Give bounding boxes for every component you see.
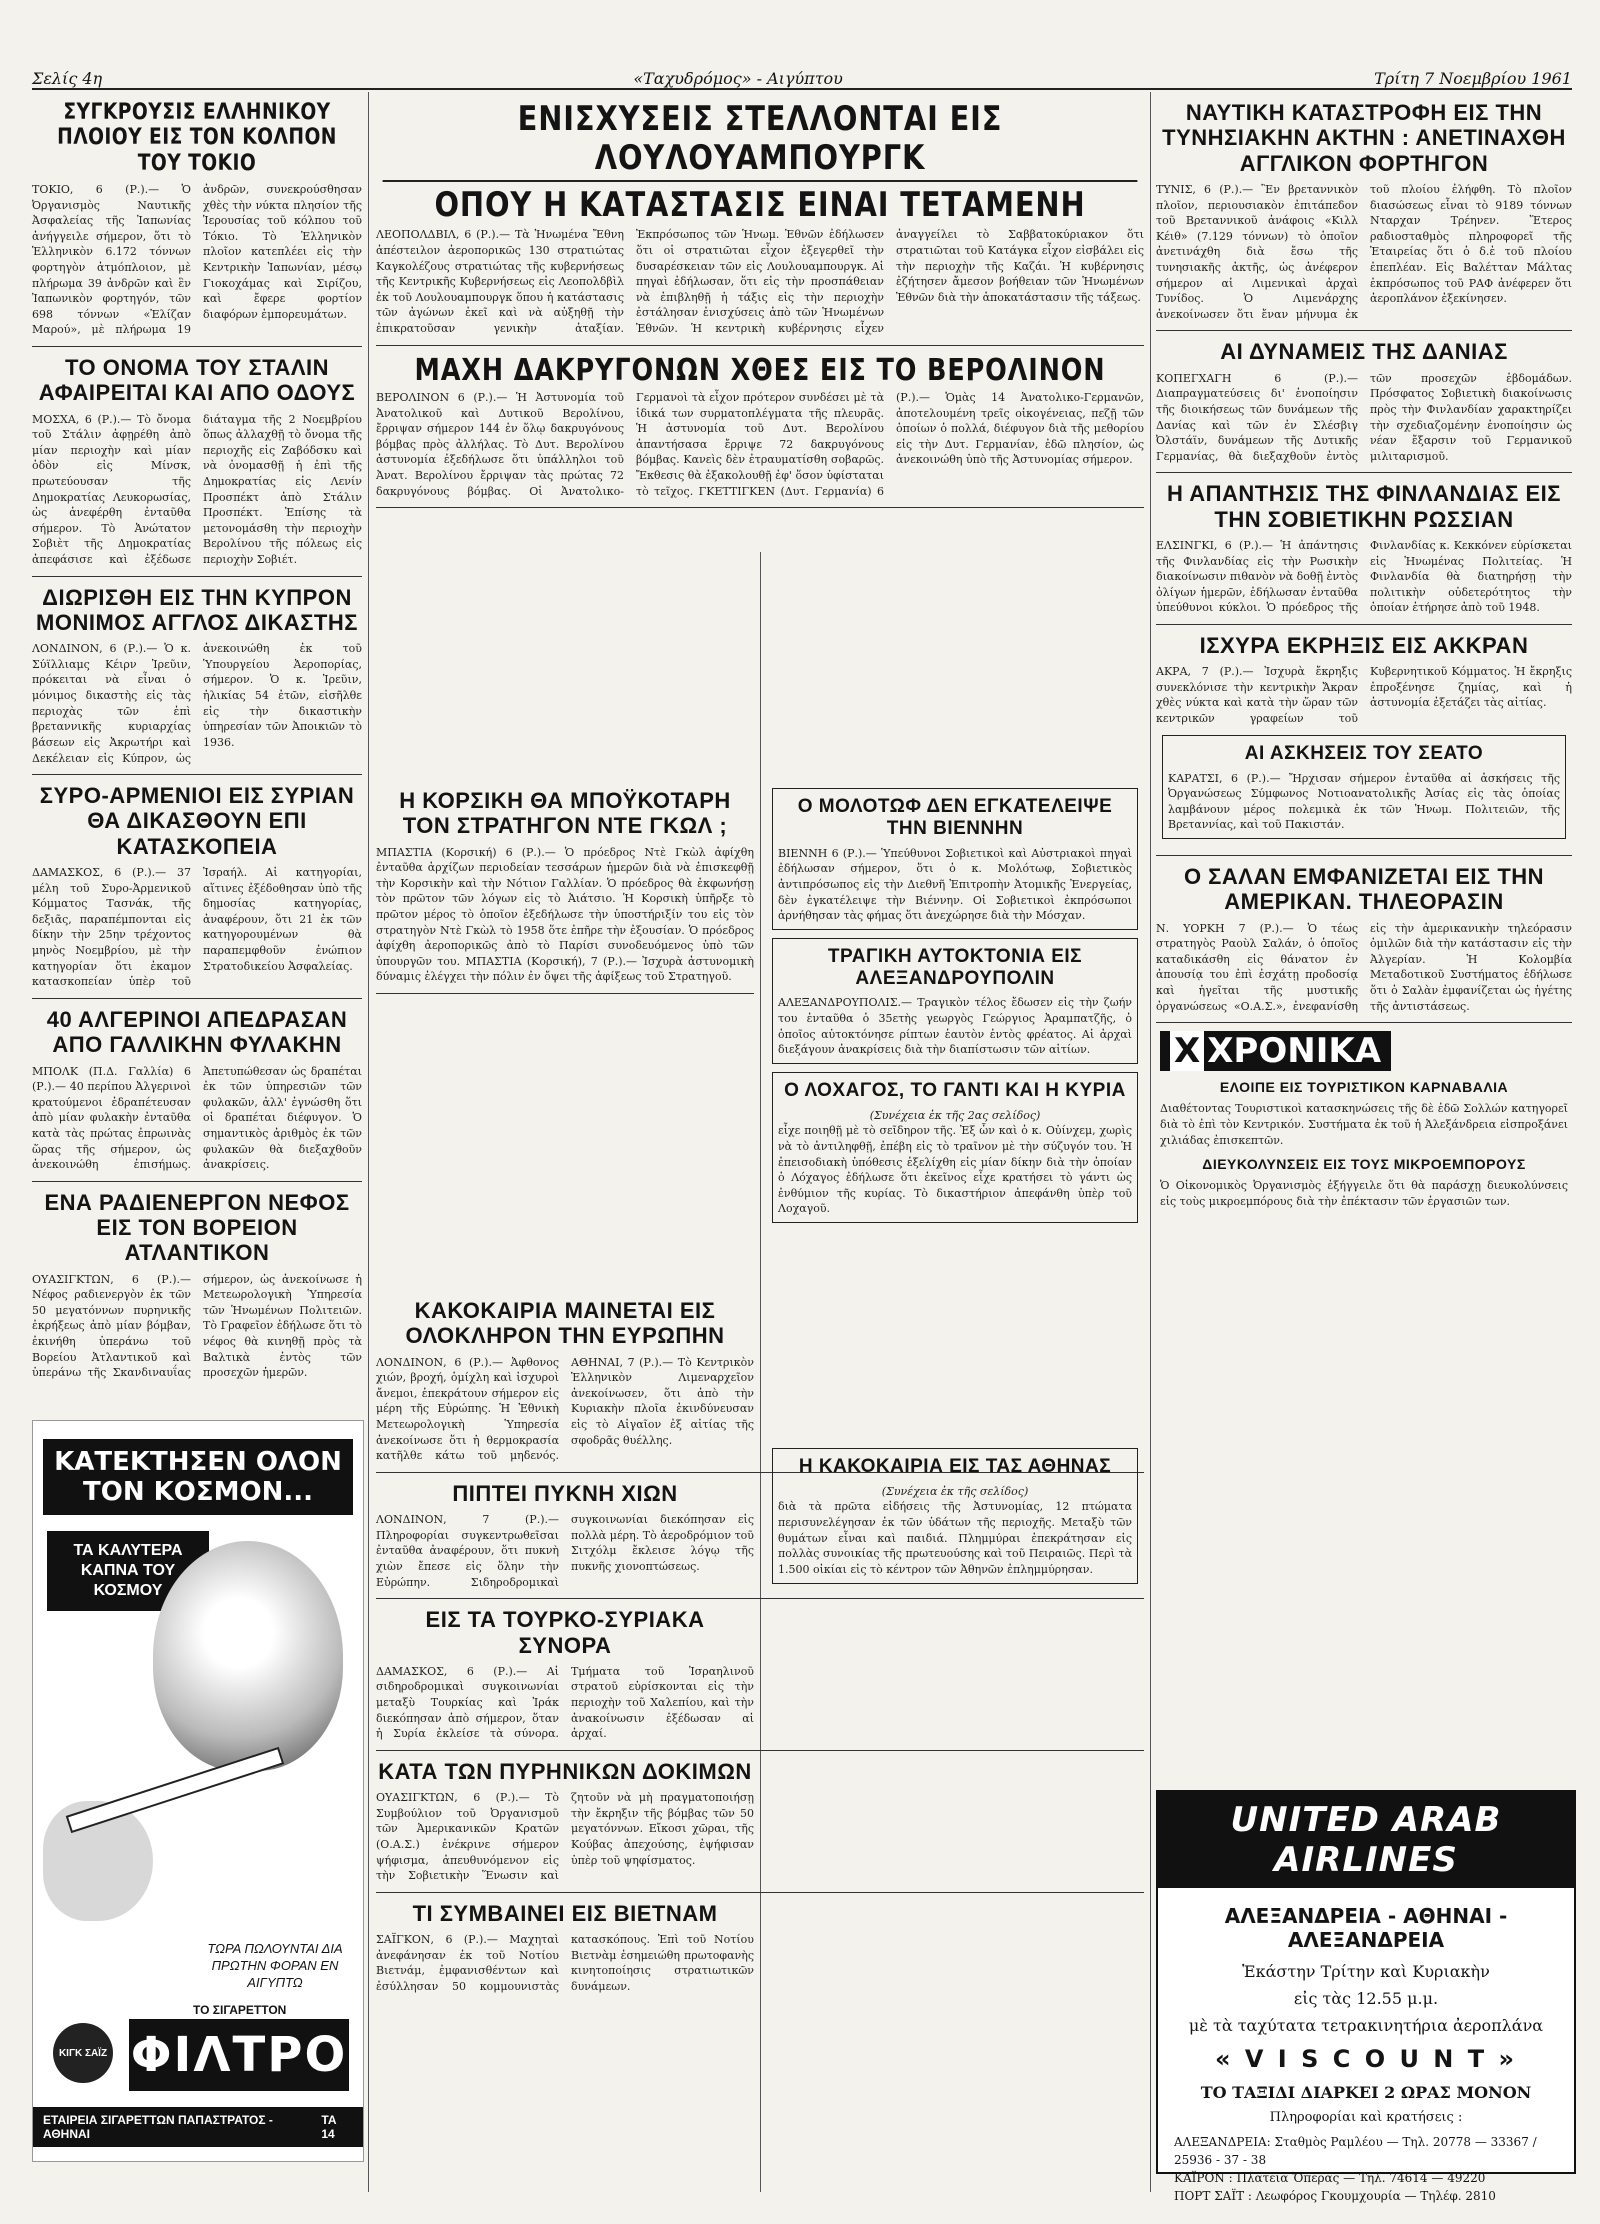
ad-price: ΤΑ 14	[321, 2113, 337, 2141]
subheadline: ΕΛΟΙΠΕ ΕΙΣ ΤΟΥΡΙΣΤΙΚΟΝ ΚΑΡΝΑΒΑΛΙΑ	[1219, 1079, 1509, 1096]
ad-company: ΕΤΑΙΡΕΙΑ ΣΙΓΑΡΕΤΤΩΝ ΠΑΠΑΣΤΡΑΤΟΣ - ΑΘΗΝΑΙ	[43, 2113, 273, 2141]
ad-headline: ΚΑΤΕΚΤΗΣΕΝ ΟΛΟΝ ΤΟΝ ΚΟΣΜΟΝ...	[43, 1439, 353, 1515]
article-body: ΛΕΟΠΟΛΔΒΙΛ, 6 (Ρ.).— Τὰ Ἡνωμένα Ἔθνη ἀπέστειλον ἀεροπορικῶς 130 στρατιώτας Καγκολέζους στρατιώτας τῆς κυβερνήσεως τῆς Κεντρικῆς Κυβερνήσεως εἰς Λεοπολδβὶλ ἐκ τοῦ Λουλουαμπουργκ ὅπου ἡ κατάστασις τῶν ἀγώνων ἐκεῖ καὶ νὰ αὐξηθῇ τὴν ἐπικρατοῦσαν γενικὴν ἀταξίαν. Ἐκπρόσωπος τῶν Ἡνωμ. Ἐθνῶν ἐδήλωσεν ὅτι οἱ στρατιῶται εἶχον ἐξεγερθεῖ τὴν δυσαρέσκειαν τῶν εἰς Λουλουαμπουργκ. Αἱ πηγαὶ ἐδήλωσαν, ὅτι εἰς τὴν προσπάθειαν νὰ ἐπιβληθῇ ἡ τάξις εἰς τὴν περιοχὴν ἐστάλησαν ἐνισχύσεις ἀπὸ τῶν Ἡνωμένων Ἐθνῶν. Ἡ κεντρικὴ κυβέρνησις εἶχεν ἀναγγείλει τὸ Σαββατοκύριακον ὅτι στρατιῶται τοῦ Κατάγκα εἶχον εἰσβάλει εἰς τὴν περιοχὴν τῆς Καζάι. Ἡ κυβέρνησις ἐζήτησεν ἄμεσον βοήθειαν τῶν Ἡνωμένων Ἐθνῶν διὰ τὴν ἀποκατάστασιν τῆς τάξεως.	[376, 228, 1144, 335]
headline: ΚΑΤΑ ΤΩΝ ΠΥΡΗΝΙΚΩΝ ΔΟΚΙΜΩΝ	[378, 1758, 752, 1784]
article-body: ΣΑΪΓΚΟΝ, 6 (Ρ.).— Μαχηταὶ ἀνεφάνησαν ἐκ τοῦ Νοτίου Βιετνάμ, ἐμφανισθέντων καὶ ἐσύλλησαν 50 κομμουνιστὰς κατασκόπους. Ἐπὶ τοῦ Νοτίου Βιετνὰμ ἐσημειώθη πρωτοφανὴς κινητοποίησις στρατιωτικῶν δυνάμεων.	[376, 1933, 754, 1993]
headline: ΜΑΧΗ ΔΑΚΡΥΓΟΝΩΝ ΧΘΕΣ ΕΙΣ ΤΟ ΒΕΡΟΛΙΝΟΝ	[414, 352, 1106, 388]
article-body: Ὁ Οἰκονομικὸς Ὀργανισμὸς ἐξήγγειλε ὅτι θὰ παράσχῃ διευκολύνσεις εἰς τοὺς μικροεμπόρους διὰ τὴν ἐπέκτασιν τῶν ἐργασιῶν των.	[1160, 1179, 1568, 1208]
article-body: διὰ τὰ πρῶτα εἰδήσεις τῆς Ἀστυνομίας, 12 πτώματα περισυνελέγησαν ἐκ τῶν ὑδάτων τῆς περιοχῆς. Μεταξὺ τῶν θυμάτων εἶναι καὶ παιδιά. Πλημμύραι ἐπεκράτησαν εἰς πολλὰς συνοικίας τῆς πρωτευούσης καὶ τοῦ Πειραιῶς. Περὶ τὰ 1.500 οἰκίαι εἰς τὸ κέντρον τῶν Ἀθηνῶν ἐπλημμύρησαν.	[778, 1500, 1132, 1576]
column-2	[376, 780, 754, 994]
aircraft-name: « V I S C O U N T »	[1215, 2045, 1517, 2073]
page-number: Σελίς 4η	[32, 69, 103, 88]
office-alexandria: ΑΛΕΞΑΝΔΡΕΙΑ: Σταθμὸς Ραμλέου — Τηλ. 20778 — 33367 / 25936 - 37 - 38	[1174, 2135, 1537, 2167]
article-finland-answer	[1156, 473, 1572, 625]
ad-footer	[33, 2107, 363, 2147]
article-seato	[1162, 735, 1566, 839]
cigarette-illustration	[66, 1747, 285, 1833]
article-vietnam	[376, 1893, 1144, 2003]
headline: ΤΡΑΓΙΚΗ ΑΥΤΟΚΤΟΝΙΑ ΕΙΣ ΑΛΕΞΑΝΔΡΟΥΠΟΛΙΝ	[827, 945, 1083, 989]
masthead	[32, 62, 1572, 90]
airline-advertisement	[1156, 1790, 1576, 2203]
flight-route: ΑΛΕΞΑΝΔΡΕΙΑ - ΑΘΗΝΑΙ - ΑΛΕΞΑΝΔΡΕΙΑ	[1224, 1904, 1508, 1952]
headline: ΤΙ ΣΥΜΒΑΙΝΕΙ ΕΙΣ ΒΙΕΤΝΑΜ	[412, 1900, 718, 1926]
article-body: ΤΟΚΙΟ, 6 (Ρ.).— Ὁ Ὀργανισμὸς Ναυτικῆς Ἀσφαλείας τῆς Ἰαπωνίας ἀνήγγειλε σήμερον, ὅτι τὸ Ἑλληνικὸν 6.172 τόννων φορτηγὸν ἀτμόπλοιον, μὲ πλήρωμα 39 ἀνδρῶν καὶ ἓν Ἰαπωνικὸν φορτηγόν, τῶν 698 τόννων «Ἐλίζαν Μαρού», μὲ πλήρωμα 19 ἀνδρῶν, συνεκρούσθησαν χθὲς τὴν νύκτα πλησίον τῆς Ἱερουσίας τοῦ κόλπου τοῦ Τόκιο. Τὸ Ἑλληνικὸν πλοῖον κατεπλέει εἰς τὴν Κεντρικὴν Ἰαπωνίαν, μέσῳ Γιοκοχάμας καὶ Σιρίζου, καὶ ἔφερε φορτίον διαφόρων ἐμπορευμάτων.	[32, 182, 362, 337]
article-syro-armenians	[32, 775, 362, 999]
article-body: ΑΛΕΞΑΝΔΡΟΥΠΟΛΙΣ.— Τραγικὸν τέλος ἔδωσεν εἰς τὴν ζωήν του ἐνταῦθα ὁ 35ετὴς γεωργὸς Γεώργιος Ἀραμπατζῆς, ὁ ὁποῖος αὐτοκτόνησε ρίπτων ἑαυτὸν ἐντὸς φρέατος. Αἱ ἀρχαὶ διεξάγουν ἀνακρίσεις διὰ τὴν διαπίστωσιν τῶν αἰτίων.	[778, 996, 1132, 1057]
headline: ΠΙΠΤΕΙ ΠΥΚΝΗ ΧΙΩΝ	[452, 1480, 678, 1506]
ad-label: ΤΟ ΣΙΓΑΡΕΤΤΟΝ	[193, 2003, 287, 2017]
headline: Ο ΣΑΛΑΝ ΕΜΦΑΝΙΖΕΤΑΙ ΕΙΣ ΤΗΝ ΑΜΕΡΙΚΑΝ. ΤΗΛΕΟΡΑΣΙΝ	[1183, 863, 1545, 915]
headline: Ο ΜΟΛΟΤΩΦ ΔΕΝ ΕΓΚΑΤΕΛΕΙΨΕ ΤΗΝ ΒΙΕΝΝΗΝ	[797, 796, 1113, 839]
article-shipwreck	[1156, 92, 1572, 331]
main-headline-line-1: ΕΝΙΣΧΥΣΕΙΣ ΣΤΕΛΛΟΝΤΑΙ ΕΙΣ ΛΟΥΛΟΥΑΜΠΟΥΡΓΚ	[517, 99, 1003, 179]
ad-note: ΤΩΡΑ ΠΩΛΟΥΝΤΑΙ ΔΙΑ ΠΡΩΤΗΝ ΦΟΡΑΝ ΕΝ ΑΙΓΥΠΤΩ	[207, 1941, 343, 1990]
issue-date: Τρίτη 7 Νοεμβρίου 1961	[1374, 69, 1572, 88]
column-4	[1156, 92, 1572, 1217]
article-body: ΤΥΝΙΣ, 6 (Ρ.).— Ἓν βρεταννικὸν πλοῖον, περιουσιακὸν ἐπιτάπεδον τοῦ Βρεταννικοῦ ἀνάφοις «Κιλλ Κέιθ» (7.129 τόννων) τὸ ὁποῖον ἀνετινάχθη διὰ ἔσω τῆς τυνησιακῆς ἀκτῆς, ὡς ἀνέφερον σήμερον αἱ Λιμενικαὶ ἀρχαὶ Τυνίδος. Ὁ Λιμενάρχης ἀνεκοίνωσεν ὅτι ἔναν μήνυμα ἐκ τοῦ πλοίου ἐλήφθη. Τὸ πλοῖον διασώσεως εἶναι τὸ 9189 τόννων Νταρχαν Τρέηνεν. Ἕτερος ραδιοσταθμὸς πληροφορεῖ τῆς Ἐταιρείας ὅτι ὁ δ.ἐ τοῦ πλοίου ἐπεπλέαν. Εἰς Βαλέτταν Μάλτας ἐκπρόσωπος τοῦ ΡΑΦ ἀνέφερεν ὅτι ἀεροπλάνον ἐξεκίνησεν.	[1156, 182, 1572, 321]
headline: ΑΙ ΑΣΚΗΣΕΙΣ ΤΟΥ ΣΕΑΤΟ	[1244, 742, 1484, 764]
column-rule	[368, 92, 369, 2192]
article-denmark-forces	[1156, 331, 1572, 473]
article-ship-collision	[32, 92, 362, 347]
article-body: εἶχε ποιηθῇ μὲ τὸ σεῖδηρον τῆς. Ἐξ ὧν καὶ ὁ κ. Οὐίνχεμ, χωρὶς νὰ τὸ ἀντιληφθῇ, ἐπέβη εἰς τὸ τραῖνον μὲ τὴν σύζυγόν του. Ἡ ἐπεισοδιακὴ ὑπόθεσις ἐξελίχθη εἰς μίαν δίκην διὰ τὴν ὁποίαν ὁ Λόχαγος ἐδήλωσε ὅτι ἐκεῖνος εἶχε κρατήσει τὸ γάντι ὡς ἐνθύμιον τῆς κυρίας. Τὸ δικαστήριον ἀπεφάνθη ὑπὲρ τοῦ Λοχαγοῦ.	[778, 1124, 1132, 1216]
article-radioactive-cloud	[32, 1182, 362, 1389]
article-berlin-teargas	[376, 346, 1144, 509]
continuation-note: (Συνέχεια ἐκ τῆς 2ας σελίδος)	[869, 1108, 1041, 1122]
chronicles-section	[1160, 1031, 1568, 1209]
aircraft-note: μὲ τὰ ταχύτατα τετρακινητήρια ἀεροπλάνα	[1188, 2016, 1544, 2035]
columns-2-3-bottom	[376, 1290, 1144, 2003]
chronicles-logo: X ΧΡΟΝΙΚΑ	[1160, 1031, 1391, 1071]
headline: Η ΑΠΑΝΤΗΣΙΣ ΤΗΣ ΦΙΝΛΑΝΔΙΑΣ ΕΙΣ ΤΗΝ ΣΟΒΙΕΤΙΚΗΝ ΡΩΣΣΙΑΝ	[1167, 481, 1561, 532]
headline: ΕΝΑ ΡΑΔΙΕΝΕΡΓΟΝ ΝΕΦΟΣ ΕΙΣ ΤΟΝ ΒΟΡΕΙΟΝ ΑΤΛΑΝΤΙΚΟΝ	[44, 1189, 350, 1266]
headline: ΑΙ ΔΥΝΑΜΕΙΣ ΤΗΣ ΔΑΝΙΑΣ	[1220, 339, 1508, 365]
flight-days: Ἑκάστην Τρίτην καὶ Κυριακὴν	[1242, 1962, 1490, 1981]
main-headline-line-2: ΟΠΟΥ Η ΚΑΤΑΣΤΑΣΙΣ ΕΙΝΑΙ ΤΕΤΑΜΕΝΗ	[383, 180, 1138, 225]
article-tragic-suicide	[772, 938, 1138, 1064]
article-body: ΛΟΝΔΙΝΟΝ, 6 (Ρ.).— Ἀφθονος χιών, βροχή, ὁμίχλη καὶ ἰσχυροὶ ἄνεμοι, ἐπεκράτουν σήμερον εἰς μέρη τῆς Εὐρώπης. Ἡ Ἐθνικὴ Μετεωρολογικὴ Ὑπηρεσία ἀνεκοίνωσε ὅτι ἡ θερμοκρασία κατῆλθε κάτω τοῦ μηδενός. ΑΘΗΝΑΙ, 7 (Ρ.).— Τὸ Κεντρικὸν Ἑλληνικὸν Λιμεναρχεῖον ἀνεκοίνωσεν, ὅτι ἀπὸ τὴν Κυριακὴν πλοῖα ἐκινδύνευσαν εἰς τὸ Αἰγαῖον ἐξ αἰτίας τῆς σφοδρᾶς θυέλλης.	[376, 1355, 754, 1463]
article-body: ΜΠΟΛΚ (Π.Δ. Γαλλία) 6 (Ρ.).— 40 περίπου Ἀλγερινοὶ κρατούμενοι ἐδραπέτευσαν ἀπὸ μίαν φυλακὴν ἐνταῦθα κατὰ τὰς πρώτας ἐπρωινὰς ὥρας τῆς σήμερον, ὡς ἀνεκοινώθη ἐπισήμως. Ἀπετυπώθεσαν ὡς δραπέται ἐκ τῶν ὑπηρεσιῶν τῶν φυλακῶν, ἀλλ' ἐγνώσθη ὅτι οἱ δραπέται διέφυγον. Ὁ σημαντικὸς ἀριθμὸς ἐκ τῶν φυλακῶν θὰ διεξαχθοῦν ἀνακρίσεις.	[32, 1064, 362, 1172]
article-molotov	[772, 788, 1138, 930]
flight-duration: ΤΟ ΤΑΞΙΔΙ ΔΙΑΡΚΕΙ 2 ΩΡΑΣ ΜΟΝΟΝ	[1200, 2083, 1532, 2102]
column-1	[32, 92, 362, 1389]
article-body: ΕΛΣΙΝΓΚΙ, 6 (Ρ.).— Ἡ ἀπάντησις τῆς Φινλανδίας εἰς τὴν Ρωσικὴν διακοίνωσιν πιθανὸν νὰ δοθῇ ἐντὸς ὀλίγων ἡμερῶν, ἐδήλωσαν ἐνταῦθα ὑπεύθυνοι κύκλοι. Ὁ πρόεδρος τῆς Φινλανδίας κ. Κεκκόνεν εὑρίσκεται εἰς Ἡνωμένας Πολιτείας. Ἡ Φινλανδία θὰ διατηρήσῃ τὴν πολιτικὴν οὐδετερότητος τὴν ὁποίαν ἐτήρησε ἀπὸ τοῦ 1948.	[1156, 538, 1572, 615]
article-nuclear-tests	[376, 1751, 1144, 1893]
office-cairo: ΚΑΪΡΟΝ : Πλατεῖα Ὄπερας — Τηλ. 74614 — 49220	[1174, 2171, 1486, 2185]
article-algerians-escape	[32, 999, 362, 1182]
article-body: ΚΟΠΕΓΧΑΓΗ 6 (Ρ.).— Διαπραγματεύσεις δι' ἑνοποίησιν τῆς διοικήσεως τῶν δυνάμεων τῆς Δανίας καὶ τῶν ἐν Σλέσβιγ Ὀλστάϊν, δυνάμεων τῆς Δυτικῆς Γερμανίας, θὰ διεξαχθοῦν ἐντὸς τῶν προσεχῶν ἑβδομάδων. Πρόσφατος Σοβιετικὴ διακοίνωσις πρὸς τὴν Φινλανδίαν χαρακτηρίζει τὴν σχεδιαζομένην ἑνοποίησιν ὡς νέαν ἔξαρσιν τοῦ Γερμανικοῦ μιλιταρισμοῦ.	[1156, 371, 1572, 463]
article-body: ΔΑΜΑΣΚΟΣ, 6 (Ρ.).— Αἱ σιδηροδρομικαὶ συγκοινωνίαι μεταξὺ Τουρκίας καὶ Ἰράκ διεκόπησαν ἀπὸ σήμερον, ὅταν ἡ Συρία ἐκλείσε τὰ σύνορα. Τμήματα τοῦ Ἰσραηλινοῦ στρατοῦ εὑρίσκονται εἰς τὴν περιοχὴν τοῦ Χαλεπίου, καὶ τὴν ἀνακοίνωσιν ἐξέδωσαν αἱ ἀρχαί.	[376, 1664, 754, 1741]
article-body: Ν. ΥΟΡΚΗ 7 (Ρ.).— Ὁ τέως στρατηγὸς Ραοὺλ Σαλάν, ὁ ὁποῖος καταδικάσθη εἰς θάνατον ἐν ἀπουσίᾳ του ἐπὶ ἐσχάτῃ προδοσίᾳ καὶ ἡγεῖται τῆς μυστικῆς ὀργανώσεως «Ο.Α.Σ.», ἐνεφανίσθη εἰς τὴν ἀμερικανικὴν τηλεόρασιν ὁμιλῶν διὰ τὴν κατάστασιν εἰς τὴν Ἀλγερίαν. Ἡ Κολομβία Μεταδοτικοῦ Συστήματος ἐδήλωσε ὅτι ὁ Σαλὰν ἐμφανίζεται ὡς ἡγέτης τῆς ἀντιστάσεως.	[1156, 921, 1572, 1013]
article-accra-explosion	[1156, 625, 1572, 856]
headline: ΝΑΥΤΙΚΗ ΚΑΤΑΣΤΡΟΦΗ ΕΙΣ ΤΗΝ ΤΥΝΗΣΙΑΚΗΝ ΑΚΤΗΝ : ΑΝΕΤΙΝΑΧΘΗ ΑΓΓΛΙΚΟΝ ΦΟΡΤΗΓΟΝ	[1162, 100, 1566, 176]
headline: ΙΣΧΥΡΑ ΕΚΡΗΞΙΣ ΕΙΣ ΑΚΚΡΑΝ	[1199, 632, 1529, 658]
headline: ΤΟ ΟΝΟΜΑ ΤΟΥ ΣΤΑΛΙΝ ΑΦΑΙΡΕΙΤΑΙ ΚΑΙ ΑΠΟ ΟΔΟΥΣ	[38, 354, 356, 406]
article-luluabourg	[376, 92, 1144, 346]
headline: ΕΙΣ ΤΑ ΤΟΥΡΚΟ-ΣΥΡΙΑΚΑ ΣΥΝΟΡΑ	[425, 1607, 705, 1658]
headline: Ο ΛΟΧΑΓΟΣ, ΤΟ ΓΑΝΤΙ ΚΑΙ Η ΚΥΡΙΑ	[784, 1079, 1126, 1101]
article-captain-glove	[772, 1072, 1138, 1223]
article-stalin-name	[32, 347, 362, 577]
brand-seal-icon: ΚΙΓΚ ΣΑΪΖ	[53, 2023, 113, 2083]
article-body: ΑΚΡΑ, 7 (Ρ.).— Ἰσχυρὰ ἔκρηξις συνεκλόνισε τὴν κεντρικὴν Ἄκραν χθὲς νύκτα καὶ κατὰ τὴν ὥραν τῶν κεντρικῶν γραφείων τοῦ Κυβερνητικοῦ Κόμματος. Ἡ ἔκρηξις ἐπροξένησε ζημίας, καὶ ἡ ἀστυνομία ἐξετάζει τὰς αἰτίας.	[1156, 665, 1572, 726]
article-salan-tv	[1156, 856, 1572, 1023]
article-body: ΚΑΡΑΤΣΙ, 6 (Ρ.).— Ἤρχισαν σήμερον ἐνταῦθα αἱ ἀσκήσεις τῆς Ὀργανώσεως Σύμφωνος Νοτιοανατολικῆς Ἀσίας εἰς τὰς ὁποίας λαμβάνουν μέρος πολεμικὰ ἐκ τῶν Ἡνωμ. Πολιτειῶν, τῆς Βρεταννίας, καὶ τοῦ Πακιστάν.	[1168, 771, 1560, 832]
paper-name: «Ταχυδρόμος» - Αιγύπτου	[633, 69, 843, 88]
article-corsica	[376, 780, 754, 994]
article-body: ΟΥΑΣΙΓΚΤΩΝ, 6 (Ρ.).— Νέφος ραδιενεργὸν ἐκ τῶν 50 μεγατόννων πυρηνικῆς ἐκρήξεως ἀπὸ μίαν βόμβαν, ἐκινήθη ὑπεράνω τοῦ Βορείου Ἀτλαντικοῦ καὶ ὑπεράνω τῆς Σκανδιναυΐας σήμερον, ὡς ἀνεκοίνωσε ἡ Μετεωρολογικὴ Ὑπηρεσία τῶν Ἡνωμένων Πολιτειῶν. Τὸ Γραφεῖον ἐδήλωσε ὅτι τὸ νέφος θὰ κινηθῇ πρὸς τὰ Βαλτικὰ ἐντὸς τῶν προσεχῶν ἡμερῶν.	[32, 1272, 362, 1380]
article-cyprus-judge	[32, 577, 362, 775]
article-body: ΔΑΜΑΣΚΟΣ, 6 (Ρ.).— 37 μέλη τοῦ Συρο-Ἀρμενικοῦ Κόμματος Τασνάκ, τῆς δεξιᾶς, παραπέμπονται εἰς δίκην τὴν 25ην τρέχοντος μηνὸς Νοεμβρίου, μὲ τὴν κατηγορίαν ὅτι ἐκαμον κατασκοπείαν ὑπὲρ τοῦ Ἰσραήλ. Αἱ κατηγορίαι, αἵτινες ἐξέδοθησαν ὑπὸ τῆς δημοσίας κατηγορίας, ἀναφέρουν, ὅτι 21 ἐκ τῶν κατηγορουμένων θὰ παραπεμφθοῦν ἐνώπιον Στρατοδικείου Ἀσφαλείας.	[32, 866, 362, 989]
article-body: ΒΕΡΟΛΙΝΟΝ 6 (Ρ.).— Ἡ Ἀστυνομία τοῦ Ἀνατολικοῦ καὶ Δυτικοῦ Βερολίνου, ἔρριψαν σήμερον 144 ἐν ὅλῳ δακρυγόνους βόμβας πρὸς ἀλλήλας. Τὸ Δυτ. Βερολίνου ἀστυνομία ἐξεδήλωσε ὅτι ὑπάλληλοι τοῦ Ἀνατ. Βερολίνου ἔρριψαν τὰς πρώτας 72 δακρυγόνους βόμβας. Οἱ Ἀνατολικο-Γερμανοὶ τὰ εἶχον πρότερον συνδέσει μὲ τὰ ἰδικά των συρματοπλέγματα τῆς πλευρᾶς. Ἡ ἀστυνομία τοῦ Δυτ. Βερολίνου ἀπαντήσασα ἔρριψε 72 δακρυγόνους βόμβας. Κανεὶς δὲν ἐτραυματίσθη σοβαρῶς. Ἔκθεσις θὰ ἐξακολουθῇ ἐφ' ὅσον ὑφίσταται τὸ τεῖχος. ΓΚΕΤΤΙΓΚΕΝ (Δυτ. Γερμανία) 6 (Ρ.).— Ὁμὰς 14 Ἀνατολικο-Γερμανῶν, ἀποτελουμένη τρεῖς οἰκογένειας, πεζῇ τῶν ὁποίων ὁ πολλά, διέφυγον διὰ τῆς μεθορίου εἰς τὴν Δυτ. Γερμανίαν, ἐδῶ πλησίον, ὡς ἀνεκοινώθη ὑπὸ τῆς Ἀστυνομίας σήμερον.	[376, 391, 1144, 498]
info-label: Πληροφορίαι καὶ κρατήσεις :	[1269, 2110, 1463, 2125]
article-body: ΒΙΕΝΝΗ 6 (Ρ.).— Ὑπεύθυνοι Σοβιετικοὶ καὶ Αὐστριακοὶ πηγαὶ ἐδήλωσαν σήμερον, ὅτι ὁ κ. Μολότωφ, Σοβιετικὸς ἀντιπρόσωπος εἰς τὴν Διεθνῆ Ἐπιτροπὴν Ἀτομικῆς Ἐνεργείας, δὲν ἐγκατέλειψε τὴν Βιέννην. Οἱ Σοβιετικοὶ ἐκπρόσωποι ἀρνήθησαν τὰς φήμας ὅτι ἀνεχώρησε διὰ τὴν Μόσχαν.	[778, 846, 1132, 923]
headline: ΣΥΓΚΡΟΥΣΙΣ ΕΛΛΗΝΙΚΟΥ ΠΛΟΙΟΥ ΕΙΣ ΤΟΝ ΚΟΛΠΟΝ ΤΟΥ ΤΟΚΙΟ	[57, 100, 337, 176]
headline: ΣΥΡΟ-ΑΡΜΕΝΙΟΙ ΕΙΣ ΣΥΡΙΑΝ ΘΑ ΔΙΚΑΣΘΟΥΝ ΕΠΙ ΚΑΤΑΣΚΟΠΕΙΑ	[39, 783, 355, 859]
headline: 40 ΑΛΓΕΡΙΝΟΙ ΑΠΕΔΡΑΣΑΝ ΑΠΟ ΓΑΛΛΙΚΗΝ ΦΥΛΑΚΗΝ	[46, 1006, 348, 1058]
flight-time: εἰς τὰς 12.55 μ.μ.	[1293, 1989, 1439, 2008]
smiling-man-illustration	[153, 1541, 343, 1771]
cigarette-advertisement	[32, 1420, 364, 2162]
headline: Η ΚΟΡΣΙΚΗ ΘΑ ΜΠΟΫΚΟΤΑΡΗ ΤΟΝ ΣΤΡΑΤΗΓΟΝ ΝΤΕ ΓΚΩΛ ;	[399, 788, 731, 839]
column-rule	[1150, 92, 1151, 2192]
article-body: ΛΟΝΔΙΝΟΝ, 6 (Ρ.).— Ὁ κ. Σύϊλλιαμς Κέιρν Ἰρεῦιν, πρόκειται νὰ εἶναι ὁ μόνιμος δικαστὴς εἰς τὰς περιοχὰς τῶν ἐπὶ βρεταννικῆς κυριαρχίας βάσεων εἰς Ἀκρωτήρι καὶ Δεκέλειαν εἰς Κύπρον, ὡς ἀνεκοινώθη ἐκ τοῦ Ὑπουργείου Ἀεροπορίας, σήμερον. Ὁ κ. Ἰρεῦιν, ἡλικίας 54 ἐτῶν, εἰσῆλθε εἰς τὴν δικαστικὴν ὑπηρεσίαν τῶν Ἀποικιῶν τὸ 1936.	[32, 642, 362, 765]
article-body: Διαθέτοντας Τουριστικοὶ κατασκηνώσεις τῆς δὲ ἐδῶ Σολλών κατηγορεῖ διὰ τὸ ἐπὶ τὸν Κεντρικόν. Συστήματα ἐκ τοῦ ἡ Ἀλεξάνδρεια εἰσπροξάνει χιλιάδας ἐπισκεπτῶν.	[1160, 1102, 1568, 1147]
article-turkish-syrian-border	[376, 1599, 1144, 1751]
ad-tagline: ΤΑ ΚΑΛΥΤΕΡΑ ΚΑΠΝΑ ΤΟΥ ΚΟΣΜΟΥ	[47, 1531, 209, 1611]
headline: ΚΑΚΟΚΑΙΡΙΑ ΜΑΙΝΕΤΑΙ ΕΙΣ ΟΛΟΚΛΗΡΟΝ ΤΗΝ ΕΥΡΩΠΗΝ	[405, 1298, 725, 1349]
headline: ΔΙΩΡΙΣΘΗ ΕΙΣ ΤΗΝ ΚΥΠΡΟΝ ΜΟΝΙΜΟΣ ΑΓΓΛΟΣ ΔΙΚΑΣΤΗΣ	[36, 584, 358, 635]
headline: Η ΚΑΚΟΚΑΙΡΙΑ ΕΙΣ ΤΑΣ ΑΘΗΝΑΣ	[798, 1456, 1112, 1477]
continuation-note: (Συνέχεια ἐκ τῆς σελίδος)	[881, 1484, 1029, 1498]
article-body: ΟΥΑΣΙΓΚΤΩΝ, 6 (Ρ.).— Τὸ Συμβούλιον τοῦ Ὀργανισμοῦ τῶν Ἀμερικανικῶν Κρατῶν (Ο.Α.Σ.) ἐνέκρινε σήμερον ψήφισμα, ἀπευθυνόμενον εἰς τὴν Σοβιετικὴν Ἕνωσιν καὶ ζητοῦν νὰ μὴ πραγματοποιήσῃ τὴν ἔκρηξιν τῆς βόμβας τῶν 50 μεγατόννων. Εἴκοσι χῶραι, τῆς Κούβας ἀπεχούσης, ἐψήφισαν ὑπὲρ τοῦ ψηφίσματος.	[376, 1791, 754, 1883]
article-body: ΜΠΑΣΤΙΑ (Κορσική) 6 (Ρ.).— Ὁ πρόεδρος Ντὲ Γκὼλ ἀφίχθη ἐνταῦθα ἀρχίζων περιοδείαν τεσσάρων ἡμερῶν διὰ νὰ ἐπισκεφθῇ τὴν Κορσικὴν καὶ τὴν Νότιον Γαλλίαν. Ὁ πρόεδρος θὰ ἐκφωνήσῃ τὸν πρῶτον τῶν λόγων εἰς τὸ Ἀιάτσιο. Ἡ Κορσικὴ ὑπῆρξε τὸ πρῶτον μέρος τὸ ὁποῖον ἐξεδήλωσε τὴν ὑποστήριξίν του εἰς τὸν στρατηγὸν Ντὲ Γκὼλ τὸ 1958 ὅτε ἐπῆρε τὴν ἐξουσίαν. Ὁ πρόεδρος ἀφίχθη ἀεροπορικῶς ἀπὸ τὸ Παρίσι συνοδευόμενος ὑπὸ τῶν ὑπουργῶν του. ΜΠΑΣΤΙΑ (Κορσική), 7 (Ρ.).— Ἰσχυρὰ ἀστυνομικὴ δύναμις ἐλέγχει τὴν πόλιν ἐν ὄψει τῆς ἀφίξεως τοῦ Στρατηγοῦ.	[376, 845, 754, 984]
brand-name: ΦΙΛΤΡΟ	[129, 2019, 349, 2091]
airline-logo: UNITED ARAB AIRLINES	[1158, 1792, 1574, 1888]
article-body: ΜΟΣΧΑ, 6 (Ρ.).— Τὸ ὄνομα τοῦ Στάλιν ἀφῃρέθη ἀπὸ μίαν περιοχὴν καὶ μίαν ὁδὸν εἰς Μίνσκ, πρωτεύουσαν τῆς Δημοκρατίας Λευκορωσίας, ὡς ἀνεφέρθη ἐνταῦθα σήμερον. Τὸ Ἀνώτατον Σοβιὲτ τῆς Δημοκρατίας ἀπεφάσισε καὶ ἐξέδωσε διάταγμα τῆς 2 Νοεμβρίου ὅπως ἀλλαχθῇ τὸ ὄνομα τῆς περιοχῆς εἰς Ζαβόδσκυ καὶ νὰ ὀνομασθῇ ἡ ἐπὶ τῆς Δημοκρατίας εἰς Λενίν Προσπέκτ ἀπὸ Στάλιν Προσπέκτ. Ἐπίσης τὰ μετονομάσθη τὴν περιοχὴν Βερολίνου τῆς πόλεως εἰς περιοχὴν Σοβιέτ.	[32, 412, 362, 567]
column-3	[766, 780, 1144, 1231]
article-athens-storm	[772, 1448, 1138, 1584]
columns-2-3-top	[376, 92, 1144, 508]
article-body: ΛΟΝΔΙΝΟΝ, 7 (Ρ.).— Πληροφορίαι συγκεντρωθεῖσαι ἐνταῦθα ἀναφέρουν, ὅτι πυκνὴ χιὼν ἔπεσε εἰς ὅλην τὴν Εὐρώπην. Σιδηροδρομικαὶ συγκοινωνίαι διεκόπησαν εἰς πολλὰ μέρη. Τὸ ἀεροδρόμιον τοῦ Σιτχόλμ ἔκλεισε λόγῳ τῆς πυκνῆς χιονοπτώσεως.	[376, 1513, 754, 1589]
column-3-bottom	[766, 1440, 1144, 1592]
subheadline: ΔΙΕΥΚΟΛΥΝΣΕΙΣ ΕΙΣ ΤΟΥΣ ΜΙΚΡΟΕΜΠΟΡΟΥΣ	[1202, 1156, 1526, 1173]
office-port-said: ΠΟΡΤ ΣΑΪΤ : Λεωφόρος Γκουμχουρία — Τηλέφ. 2810	[1174, 2189, 1496, 2203]
